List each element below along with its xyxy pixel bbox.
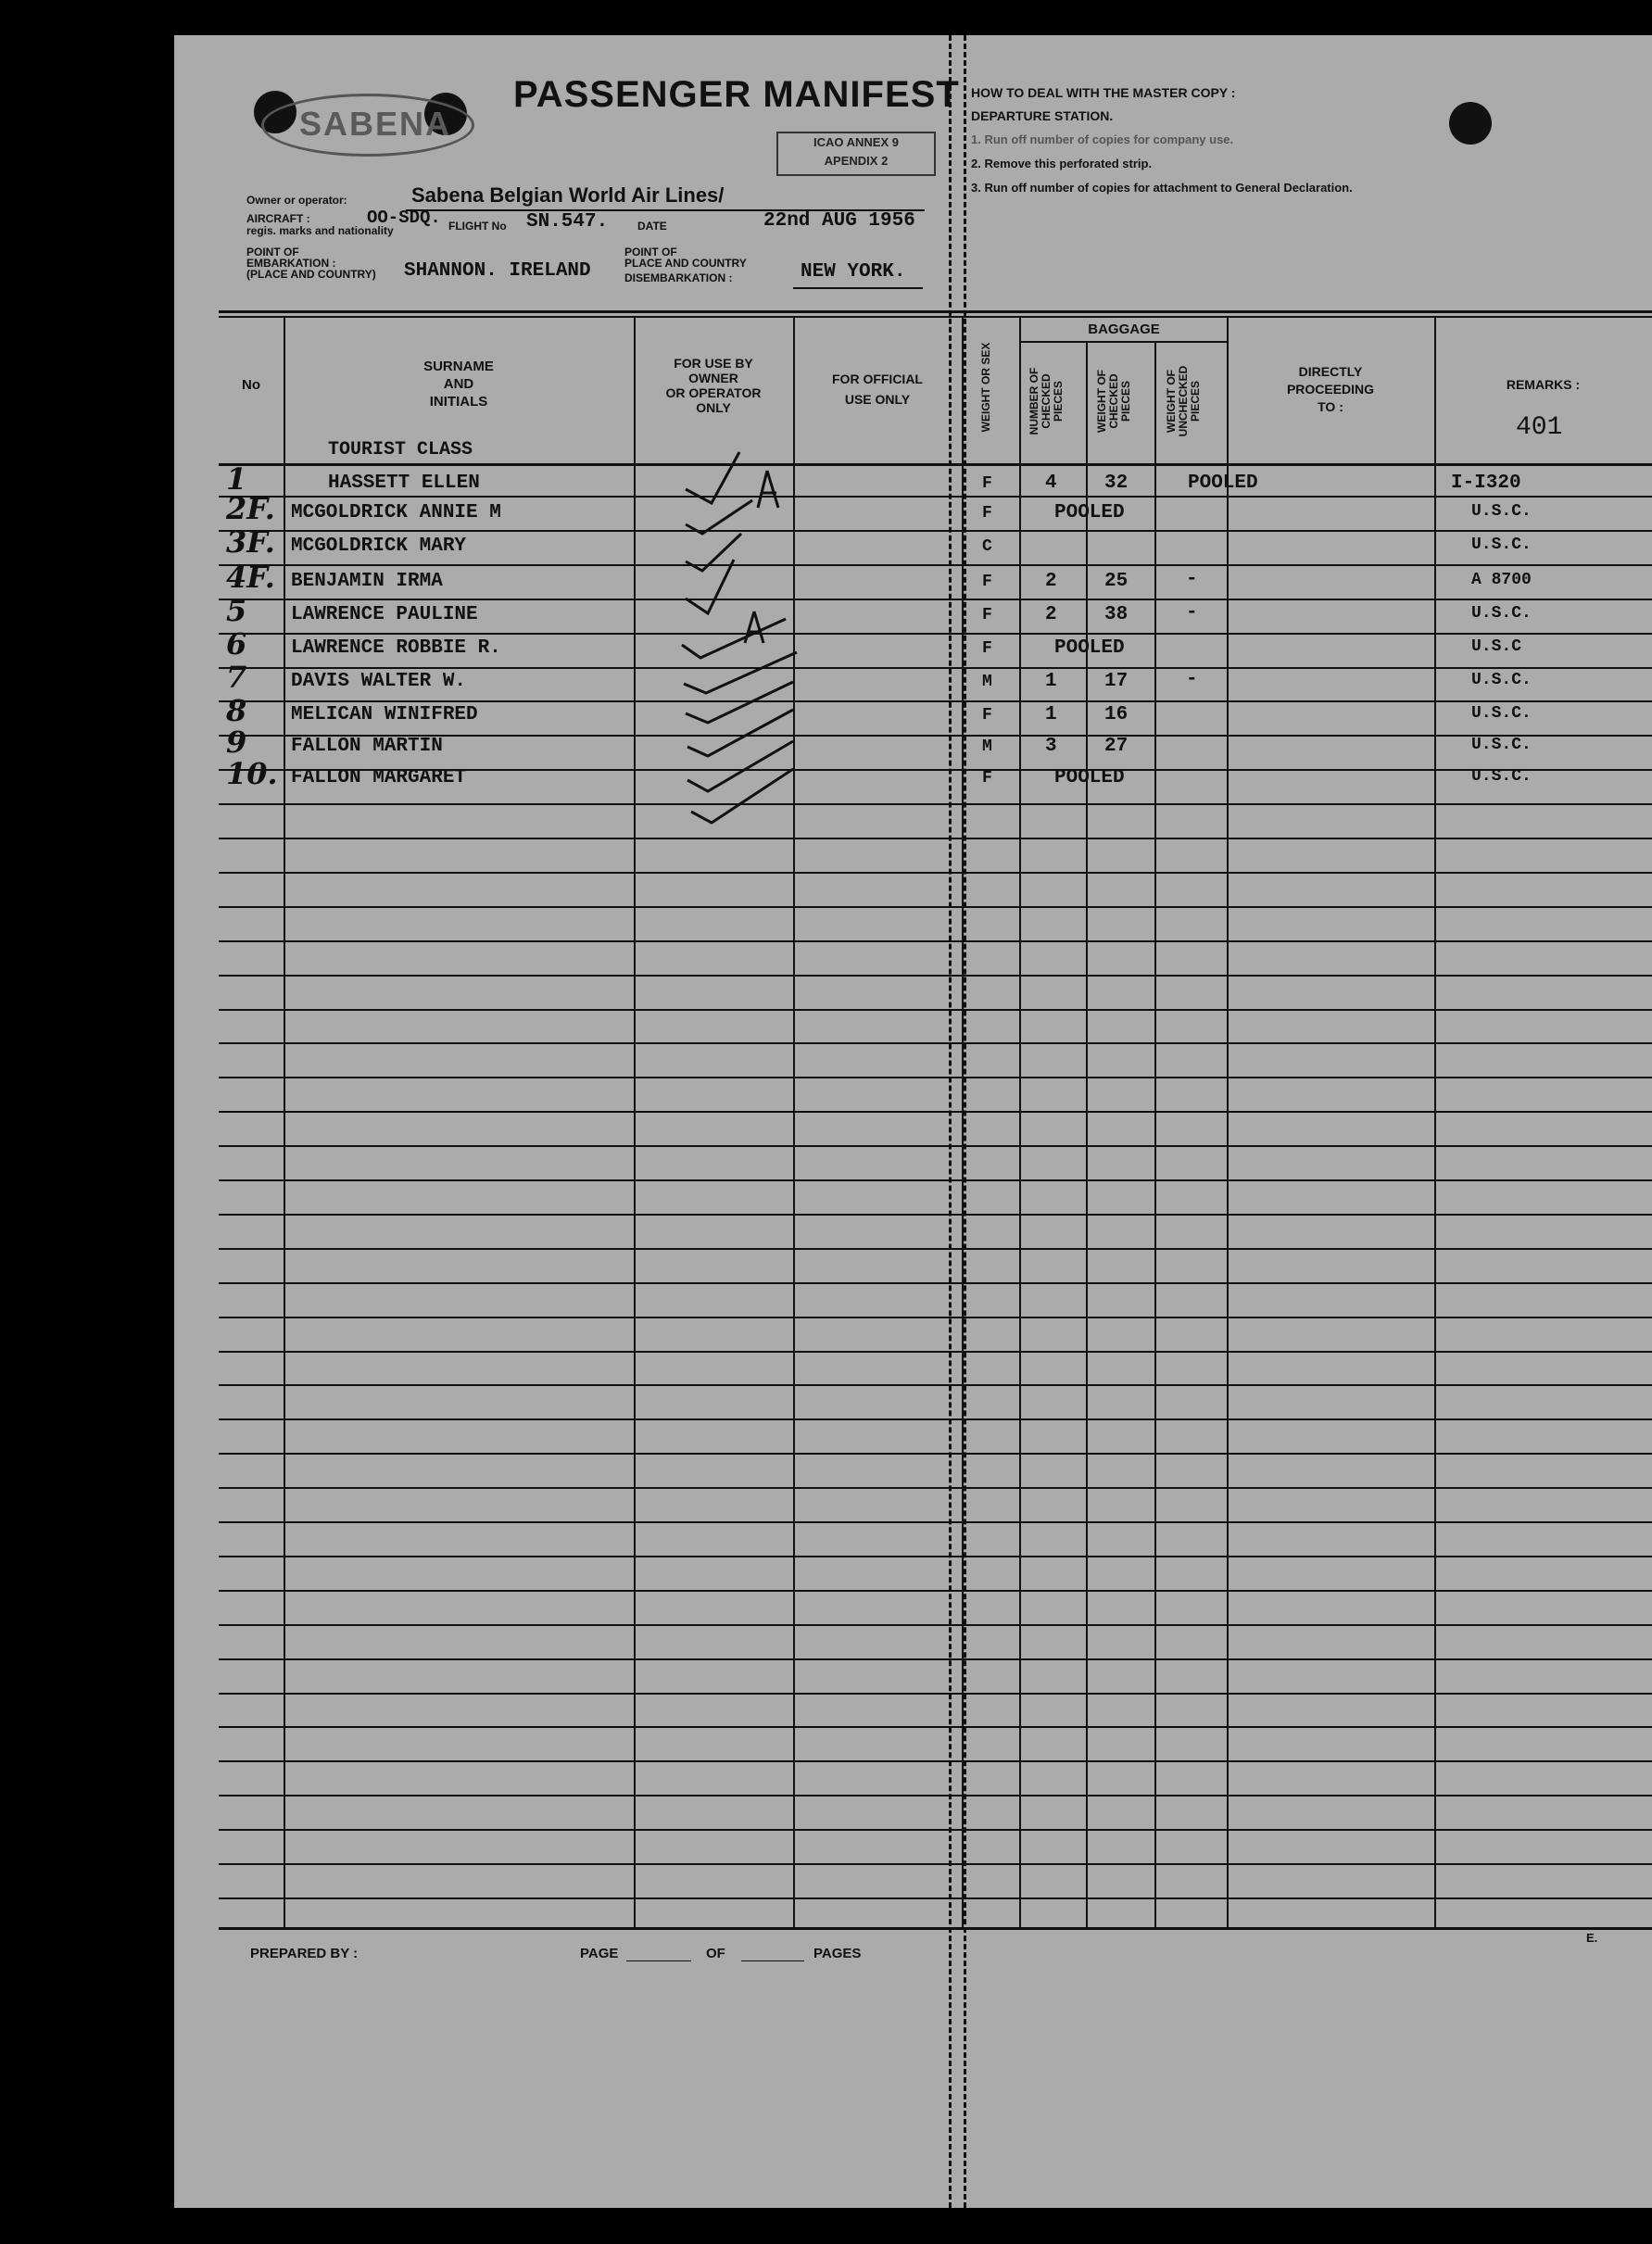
ruled-line (219, 1009, 1652, 1011)
checked-pieces: 1 (1045, 704, 1057, 725)
remarks-value: U.S.C. (1471, 671, 1532, 689)
ruled-line (219, 1248, 1652, 1250)
ruled-line (219, 1453, 1652, 1455)
ruled-line (219, 1351, 1652, 1353)
passenger-name: MCGOLDRICK MARY (291, 536, 467, 557)
ruled-line (219, 1077, 1652, 1078)
row-number: 2F. (226, 491, 275, 526)
checkmark (686, 534, 741, 571)
checked-pieces: 3 (1045, 736, 1057, 757)
ruled-line (219, 975, 1652, 977)
ruled-line (219, 940, 1652, 942)
perforation-line (964, 35, 966, 2208)
baggage-pooled: POOLED (1054, 502, 1125, 523)
checked-weight: 27 (1104, 736, 1129, 757)
owner-label: Owner or operator: (246, 194, 347, 207)
checked-weight: 16 (1104, 704, 1129, 725)
remarks-value: U.S.C. (1471, 536, 1532, 554)
column-header-proceeding: DIRECTLY PROCEEDING TO : (1286, 364, 1375, 414)
ruled-line (219, 1897, 1652, 1899)
aircraft-label: AIRCRAFT : (246, 212, 310, 225)
baggage-pooled: POOLED (1054, 637, 1125, 659)
checkmark (687, 741, 793, 791)
prepared-by-label: PREPARED BY : (250, 1946, 359, 1961)
remarks-value: A 8700 (1471, 571, 1532, 589)
ruled-line (219, 872, 1652, 874)
sabena-logo-stamp: SABENA (261, 94, 474, 157)
column-header-remarks: REMARKS : (1506, 377, 1581, 392)
passenger-name: FALLON MARTIN (291, 736, 443, 757)
ruled-line (219, 1384, 1652, 1386)
baggage-pooled: POOLED (1054, 767, 1125, 788)
passenger-name: MCGOLDRICK ANNIE M (291, 502, 501, 523)
master-copy-instructions: HOW TO DEAL WITH THE MASTER COPY : DEPARTURE STATION. 1. Run off number of copies for company use. 2. Remove this perforated strip. 3. Run off number of copies for attachment to General Declaration. (971, 85, 1353, 195)
remarks-value: U.S.C (1471, 637, 1522, 656)
disembarkation-value: NEW YORK. (801, 261, 906, 283)
ruled-line (219, 1179, 1652, 1181)
unchecked-weight: - (1186, 569, 1198, 590)
form-code: E. (1586, 1931, 1598, 1945)
checkmark (686, 560, 734, 613)
ruled-line (219, 1590, 1652, 1592)
page-title: PASSENGER MANIFEST (513, 74, 960, 115)
ruled-line (219, 1521, 1652, 1523)
checkmark (691, 769, 793, 823)
page-stamp-number: 401 (1516, 413, 1563, 442)
ruled-line (219, 1556, 1652, 1557)
ruled-line (219, 1145, 1652, 1147)
passenger-sex: M (982, 673, 992, 691)
checkmark (682, 619, 786, 658)
checked-pieces: 1 (1045, 671, 1057, 692)
unchecked-weight: - (1186, 669, 1198, 690)
passenger-sex: F (982, 504, 992, 523)
flight-number: SN.547. (526, 211, 609, 233)
passenger-sex: F (982, 769, 992, 788)
row-number: 6 (226, 626, 247, 662)
initials-mark (758, 471, 778, 508)
remarks-value: U.S.C. (1471, 767, 1532, 786)
column-header-baggage: BAGGAGE (1088, 321, 1160, 337)
passenger-name: FALLON MARGARET (291, 767, 467, 788)
column-header-unchecked-weight: WEIGHT OF UNCHECKED PIECES (1165, 365, 1202, 437)
checkmark (686, 500, 752, 534)
column-header-no: No (242, 377, 260, 393)
row-number: 4F. (226, 560, 275, 595)
embarkation-value: SHANNON. IRELAND (404, 260, 591, 282)
checkmark (686, 682, 793, 723)
passenger-sex: F (982, 573, 992, 591)
row-number: 7 (226, 660, 247, 695)
pages-label: PAGES (813, 1946, 862, 1961)
ruled-line (219, 1487, 1652, 1489)
passenger-sex: F (982, 606, 992, 624)
tourist-class-label: TOURIST CLASS (328, 439, 473, 460)
ruled-line (219, 1863, 1652, 1865)
ruled-line (219, 1214, 1652, 1216)
checked-pieces: 2 (1045, 604, 1057, 625)
column-header-official-use: FOR OFFICIAL USE ONLY (832, 372, 923, 407)
ruled-line (219, 1693, 1652, 1695)
ruled-line (219, 1829, 1652, 1831)
checked-pieces: 4 (1045, 473, 1057, 494)
row-number: 5 (226, 593, 247, 628)
checked-weight: 32 (1104, 473, 1129, 494)
checkmark (686, 452, 739, 503)
ruled-line (219, 1111, 1652, 1113)
remarks-value: U.S.C. (1471, 502, 1532, 521)
row-number: 1 (226, 461, 247, 497)
remarks-value: U.S.C. (1471, 736, 1532, 754)
directly-proceeding: POOLED (1188, 473, 1258, 494)
checked-weight: 38 (1104, 604, 1129, 625)
flight-date: 22nd AUG 1956 (763, 210, 915, 232)
page-label: PAGE (580, 1946, 619, 1961)
owner-value: Sabena Belgian World Air Lines/ (411, 183, 725, 207)
row-number: 3F. (226, 524, 275, 560)
ruled-line (219, 1795, 1652, 1796)
checked-weight: 25 (1104, 571, 1129, 592)
ruled-line (219, 1624, 1652, 1626)
ruled-line (219, 1418, 1652, 1420)
row-number: 10. (226, 756, 278, 791)
passenger-sex: F (982, 639, 992, 658)
remarks-value: I-I320 (1451, 473, 1521, 494)
passenger-name: LAWRENCE PAULINE (291, 604, 478, 625)
passenger-sex: C (982, 537, 992, 556)
official-checkmarks (675, 415, 952, 860)
remarks-value: U.S.C. (1471, 704, 1532, 723)
row-number: 9 (226, 725, 247, 760)
ruled-line (219, 1282, 1652, 1284)
passenger-sex: F (982, 474, 992, 493)
checked-pieces: 2 (1045, 571, 1057, 592)
manifest-sheet: SABENA PASSENGER MANIFEST ICAO ANNEX 9 APENDIX 2 HOW TO DEAL WITH THE MASTER COPY : DEPARTURE STATION. 1. Run off number of copies for company use. 2. Remove this perforated strip. 3. Run off number of copies for attachment to General Declaration. Owner or operator: Sabena Belgian World Air Lines/ AIRCRAFT : regis. marks and nationality OO-SDQ. FLIGHT No SN.547. DATE 22nd AUG 1956 POINT OF EMBARKATION : (PLACE AND COUNTRY) SHANNON. IRELAND POINT OF PLACE AND COUNTRY DISEMBARKATION : NEW YORK. No SURNAME AND INITIALS TOURIST CLASS FOR USE BY OWNER OR OPERATOR ONLY FOR OFFICIAL USE ONLY WEIGHT OR SEX BAGGAGE NUMBER OF CHECKED PIECES WEIGHT OF CHECKED PIECES WEIGHT OF UNCHECKED PIECES DIRECTLY PROCEEDING TO : REMARKS : 401 1 HASSETT ELLEN F 4 32 POOLED I-I320 2F. MCGOLDRICK ANNIE M F POOLED U.S.C. 3F. MCGOLDRICK MARY C U.S.C. 4F. BENJAMIN IRMA F 2 25 - A 8700 5 LAWRENCE PAULINE F 2 38 - U.S.C. 6 LAWRENCE ROBBIE R. F POOLED U.S.C 7 DAVIS WALTER W. M 1 17 - U.S.C. 8 MELICAN WINIFRED F 1 16 U.S.C. 9 FALLON MARTIN M 3 27 U.S.C. 10. FALLON MARGARET F POOLED U.S.C. PREPARED BY : PAGE OF PAGES E. (174, 35, 1652, 2208)
column-header-surname: SURNAME AND INITIALS (423, 359, 494, 410)
of-label: OF (706, 1946, 725, 1961)
passenger-name: MELICAN WINIFRED (291, 704, 478, 725)
unchecked-weight: - (1186, 602, 1198, 624)
column-header-weight-sex: WEIGHT OR SEX (979, 342, 992, 433)
remarks-value: U.S.C. (1471, 604, 1532, 623)
passenger-name: HASSETT ELLEN (328, 473, 480, 494)
column-header-checked-pieces: NUMBER OF CHECKED PIECES (1028, 367, 1065, 435)
passenger-sex: M (982, 737, 992, 756)
passenger-name: LAWRENCE ROBBIE R. (291, 637, 501, 659)
column-header-checked-weight: WEIGHT OF CHECKED PIECES (1095, 370, 1132, 433)
initials-mark (745, 611, 763, 643)
ruled-line (219, 1760, 1652, 1762)
perforation-line (949, 35, 952, 2208)
row-number: 8 (226, 693, 247, 728)
passenger-name: BENJAMIN IRMA (291, 571, 443, 592)
icao-annex-box: ICAO ANNEX 9 APENDIX 2 (776, 132, 936, 176)
passenger-name: DAVIS WALTER W. (291, 671, 467, 692)
passenger-sex: F (982, 706, 992, 725)
ruled-line (219, 1042, 1652, 1044)
column-header-owner-use: FOR USE BY OWNER OR OPERATOR ONLY (665, 356, 762, 415)
aircraft-value: OO-SDQ. (367, 208, 441, 228)
ruled-line (219, 1726, 1652, 1728)
ruled-line (219, 906, 1652, 908)
ruled-line (219, 1317, 1652, 1318)
ruled-line (219, 1658, 1652, 1660)
checked-weight: 17 (1104, 671, 1129, 692)
